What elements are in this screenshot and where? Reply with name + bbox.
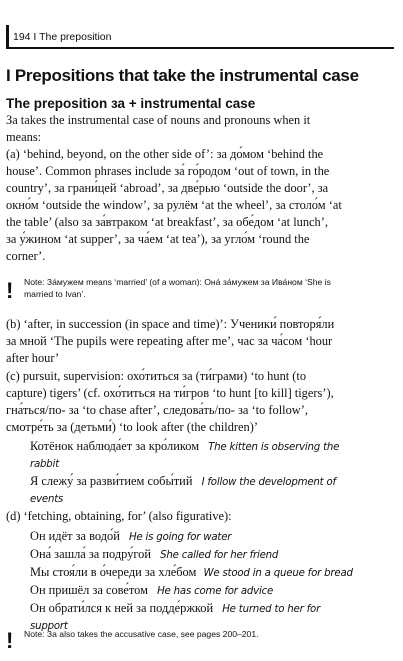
example-translation-continued: support — [30, 621, 68, 632]
example-line — [30, 600, 398, 618]
sense-a-line: the table’ (also за за́втраком ‘at breakfast’, за обе́дом ‘at lunch’, — [6, 215, 328, 229]
note-line: married to Ivan’. — [24, 289, 86, 299]
intro-line: means: — [6, 130, 42, 144]
sense-c-line: (c) pursuit, supervision: охо́титься за (ти́грами) ‘to hunt (to — [6, 369, 307, 383]
example-russian: Она́ зашла́ за подру́гой — [30, 547, 151, 561]
example-translation: We stood in a queue for bread — [203, 568, 353, 579]
exclamation-icon: ! — [6, 628, 14, 653]
sense-c-line: capture) tigers’ (cf. охо́титься на ти́гров ‘to hunt [to kill] tigers’), — [6, 386, 334, 400]
example-block-c — [30, 438, 398, 508]
section-title: I Prepositions that take the instrumental case — [6, 66, 359, 85]
sense-c-paragraph — [6, 368, 392, 436]
example-russian: Он идёт за водо́й — [30, 529, 120, 543]
example-translation: I follow the development of — [201, 477, 336, 488]
example-line — [30, 546, 398, 564]
sense-c-line: гна́ться/по- за ‘to chase after’, следова́ть/по- за ‘to follow’, — [6, 403, 308, 417]
note-line: Note: За́мужем means ‘married’ (of a woman): Она́ за́мужем за Ива́ном ‘She is — [24, 277, 331, 287]
sense-a-line: house’. Common phrases include за́ го́родом ‘out of town, in the — [6, 164, 330, 178]
sense-a-line: country’, за грани́цей ‘abroad’, за две́рью ‘outside the door’, за — [6, 181, 329, 195]
example-translation-continued: rabbit — [30, 459, 59, 470]
header-rule — [6, 47, 394, 49]
sense-a-line: (a) ‘behind, beyond, on the other side of’: за до́мом ‘behind the — [6, 147, 324, 161]
sense-a-paragraph — [6, 146, 392, 265]
example-russian: Я слежу́ за разви́тием собы́тий — [30, 474, 193, 488]
example-translation: She called for her friend — [160, 550, 279, 561]
example-line — [30, 438, 398, 456]
example-line — [30, 564, 398, 582]
example-translation-continued: events — [30, 494, 64, 505]
example-line — [30, 528, 398, 546]
note-marriage — [6, 276, 392, 306]
example-translation: He has come for advice — [157, 586, 274, 597]
example-russian: Он пришёл за сове́том — [30, 583, 148, 597]
sense-b-line: за мной ‘The pupils were repeating after me’, час за ча́сом ‘hour — [6, 334, 333, 348]
sense-c-line: смотре́ть за (детьми́) ‘to look after (the children)’ — [6, 420, 258, 434]
example-translation: He is going for water — [128, 532, 232, 543]
exclamation-icon: ! — [6, 278, 14, 303]
sense-a-line: за у́жином ‘at supper’, за ча́ем ‘at tea’), за угло́м ‘round the — [6, 232, 310, 246]
example-translation: He turned to her for — [222, 604, 321, 615]
subsection-title: The preposition за + instrumental case — [6, 96, 256, 111]
example-russian: Он обрати́лся к ней за подде́ржкой — [30, 601, 214, 615]
example-translation: The kitten is observing the — [208, 442, 340, 453]
sense-a-line: окно́м ‘outside the window’, за рулём ‘at the wheel’, за столо́м ‘at — [6, 198, 342, 212]
intro-paragraph — [6, 112, 392, 146]
sense-b-line: after hour’ — [6, 351, 60, 365]
example-line — [30, 582, 398, 600]
example-block-d — [30, 528, 398, 635]
sense-d-line: (d) ‘fetching, obtaining, for’ (also figurative): — [6, 509, 232, 523]
example-russian: Мы стоя́ли в о́череди за хле́бом — [30, 565, 197, 579]
note-line: Note: За also takes the accusative case, see pages 200–201. — [24, 629, 259, 639]
running-head-bar — [6, 25, 9, 49]
note-accusative — [6, 628, 392, 652]
sense-d-paragraph — [6, 508, 392, 525]
example-line — [30, 473, 398, 491]
running-head: 194 I The preposition — [13, 31, 112, 43]
sense-a-line: corner’. — [6, 249, 46, 263]
intro-line: За takes the instrumental case of nouns and pronouns when it — [6, 113, 311, 127]
example-russian: Котёнок наблюда́ет за кро́ликом — [30, 439, 200, 453]
sense-b-line: (b) ‘after, in succession (in space and time)’: Ученики́ повторя́ли — [6, 317, 335, 331]
sense-b-paragraph — [6, 316, 392, 367]
